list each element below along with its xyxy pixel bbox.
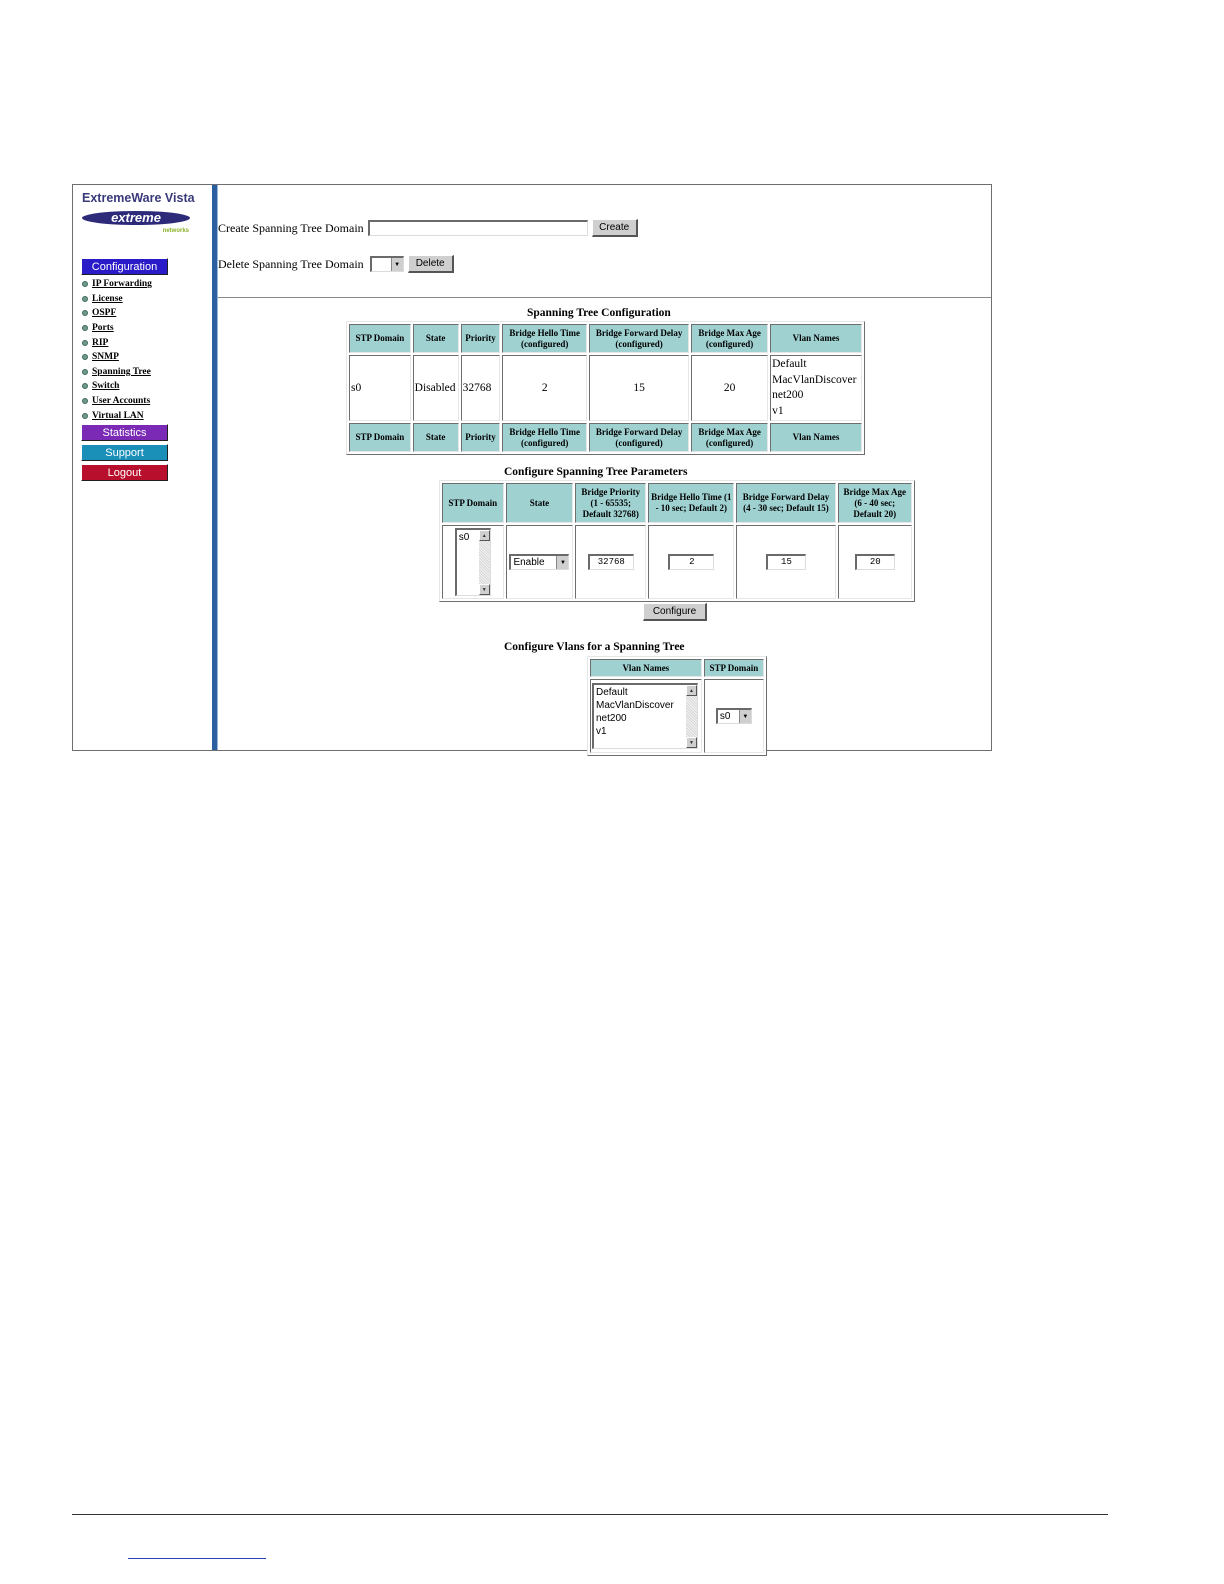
nav-item-user-accounts[interactable] <box>82 394 152 409</box>
col-footer <box>502 423 587 452</box>
header-line: Bridge Hello Time (configured) <box>509 327 581 349</box>
scroll-down-icon[interactable]: ▼ <box>479 584 490 595</box>
nav-item-ports[interactable] <box>82 321 152 336</box>
list-item[interactable]: MacVlanDiscover <box>596 700 674 711</box>
configuration-button[interactable]: Configuration <box>81 258 168 275</box>
bullet-icon <box>82 383 88 389</box>
col-header <box>502 324 587 353</box>
stp-config-title: Spanning Tree Configuration <box>527 307 671 319</box>
scroll-down-icon[interactable]: ▼ <box>686 737 697 748</box>
cell-maxage <box>838 525 912 599</box>
nav-link[interactable]: OSPF <box>92 308 117 319</box>
cell-state <box>506 525 574 599</box>
col-footer: STP Domain <box>349 423 411 452</box>
state-selected: Enable <box>513 557 545 568</box>
footer-link-underline <box>128 1558 266 1559</box>
bullet-icon <box>82 413 88 419</box>
scroll-up-icon[interactable]: ▲ <box>479 530 490 541</box>
header-line: Bridge Max Age (configured) <box>698 426 761 448</box>
state-select[interactable] <box>509 554 569 570</box>
col-header: STP Domain <box>442 483 504 523</box>
cell-domain-list <box>442 525 504 599</box>
nav-link[interactable]: IP Forwarding <box>92 279 152 290</box>
col-header <box>838 483 912 523</box>
nav-item-ip-forwarding[interactable] <box>82 277 152 292</box>
table-header-row <box>349 324 862 353</box>
cell-domain-select <box>704 679 764 753</box>
extreme-networks-logo <box>81 207 199 235</box>
vlan-name: MacVlanDiscover <box>772 373 857 386</box>
priority-input[interactable]: 32768 <box>588 554 634 570</box>
header-line: Bridge Forward Delay (configured) <box>595 426 683 448</box>
bullet-icon <box>82 398 88 404</box>
stp-domain-listbox[interactable] <box>455 528 491 596</box>
cell-vlans <box>770 355 862 421</box>
bullet-icon <box>82 296 88 302</box>
table-row <box>349 355 862 421</box>
main-content <box>218 185 991 750</box>
vlan-names-listbox[interactable] <box>592 683 698 749</box>
vlan-name: net200 <box>772 389 804 401</box>
header-line: Bridge Forward Delay (4 - 30 sec; Default 15) <box>742 492 830 513</box>
table-header-row <box>442 483 912 523</box>
nav-link[interactable]: Switch <box>92 381 120 392</box>
nav-link[interactable]: License <box>92 293 123 304</box>
col-header: STP Domain <box>349 324 411 353</box>
nav-item-switch[interactable] <box>82 379 152 394</box>
bullet-icon <box>82 369 88 375</box>
col-footer: State <box>413 423 459 452</box>
vlan-name: Default <box>772 358 807 370</box>
header-line: Bridge Forward Delay (configured) <box>595 327 683 349</box>
create-domain-row <box>218 219 638 237</box>
cell-priority: 32768 <box>461 355 501 421</box>
forward-delay-input[interactable]: 15 <box>766 554 806 570</box>
bullet-icon <box>82 325 88 331</box>
nav-item-snmp[interactable] <box>82 350 152 365</box>
logo-text: extreme <box>111 210 161 225</box>
col-header <box>589 324 689 353</box>
params-table <box>439 480 915 602</box>
support-button[interactable]: Support <box>81 444 168 461</box>
nav-link[interactable]: Virtual LAN <box>92 410 144 421</box>
nav-link[interactable]: SNMP <box>92 352 119 363</box>
cell-domain: s0 <box>349 355 411 421</box>
cell-forward: 15 <box>589 355 689 421</box>
divider <box>218 297 991 298</box>
delete-domain-row <box>218 255 454 273</box>
col-header <box>736 483 835 523</box>
delete-domain-label: Delete Spanning Tree Domain <box>218 256 364 271</box>
nav-item-rip[interactable] <box>82 335 152 350</box>
vlan-name: v1 <box>772 404 784 417</box>
list-item[interactable]: Default <box>596 687 628 698</box>
footer-rule <box>72 1514 1108 1515</box>
col-header: State <box>506 483 574 523</box>
vlan-domain-select[interactable] <box>716 708 752 724</box>
delete-button[interactable]: Delete <box>408 255 454 273</box>
max-age-input[interactable]: 20 <box>855 554 895 570</box>
nav-link[interactable]: RIP <box>92 337 109 348</box>
header-line: Bridge Max Age (configured) <box>698 327 761 349</box>
delete-domain-selected <box>372 258 391 271</box>
table-footer-row <box>349 423 862 452</box>
col-header: STP Domain <box>704 659 764 677</box>
col-footer: Priority <box>461 423 501 452</box>
col-header: Vlan Names <box>770 324 862 353</box>
nav-link[interactable]: User Accounts <box>92 396 151 407</box>
hello-time-input[interactable]: 2 <box>668 554 714 570</box>
bullet-icon <box>82 281 88 287</box>
nav-link[interactable]: Spanning Tree <box>92 366 151 377</box>
col-footer: Vlan Names <box>770 423 862 452</box>
header-line: Bridge Hello Time (1 - 10 sec; Default 2) <box>651 492 732 513</box>
table-row <box>590 679 764 753</box>
col-header: Vlan Names <box>590 659 702 677</box>
config-nav-list <box>82 277 152 423</box>
cell-priority <box>575 525 646 599</box>
create-domain-label: Create Spanning Tree Domain <box>218 220 364 235</box>
table-header-row <box>590 659 764 677</box>
logo-subtext: networks <box>162 228 189 234</box>
list-item[interactable]: s0 <box>458 532 470 543</box>
bullet-icon <box>82 340 88 346</box>
nav-link[interactable]: Ports <box>92 323 114 334</box>
list-item[interactable]: net200 <box>596 713 627 724</box>
cell-state: Disabled <box>413 355 459 421</box>
scroll-up-icon[interactable]: ▲ <box>686 685 697 696</box>
create-button[interactable]: Create <box>592 219 638 237</box>
nav-item-virtual-lan[interactable] <box>82 408 152 423</box>
params-title: Configure Spanning Tree Parameters <box>504 466 688 478</box>
header-line: Bridge Max Age (6 - 40 sec; Default 20) <box>843 486 907 519</box>
logout-button[interactable]: Logout <box>81 464 168 481</box>
col-header: Priority <box>461 324 501 353</box>
nav-item-license[interactable] <box>82 292 152 307</box>
product-title: ExtremeWare Vista <box>82 191 195 205</box>
dropdown-arrow-icon: ▼ <box>391 258 403 271</box>
bullet-icon <box>82 310 88 316</box>
list-item[interactable]: v1 <box>596 726 607 737</box>
bullet-icon <box>82 354 88 360</box>
col-header <box>691 324 768 353</box>
cell-hello: 2 <box>502 355 587 421</box>
col-footer <box>589 423 689 452</box>
statistics-button[interactable]: Statistics <box>81 424 168 441</box>
configure-button[interactable]: Configure <box>643 603 707 621</box>
col-header <box>575 483 646 523</box>
cell-vlan-list <box>590 679 702 753</box>
table-row <box>442 525 912 599</box>
create-domain-input[interactable] <box>368 220 588 236</box>
col-footer <box>691 423 768 452</box>
scrollbar[interactable] <box>686 685 697 748</box>
dropdown-arrow-icon: ▼ <box>556 556 568 569</box>
cell-hello <box>648 525 734 599</box>
nav-item-ospf[interactable] <box>82 306 152 321</box>
sidebar <box>73 185 217 750</box>
stp-config-table <box>346 321 865 455</box>
scrollbar[interactable] <box>479 530 490 595</box>
browser-frame <box>72 184 992 751</box>
nav-item-spanning-tree[interactable] <box>82 365 152 380</box>
col-header: State <box>413 324 459 353</box>
cell-forward <box>736 525 835 599</box>
header-line: Bridge Priority (1 - 65535; Default 32768) <box>581 486 641 519</box>
header-line: Bridge Hello Time (configured) <box>509 426 581 448</box>
vlan-domain-selected: s0 <box>719 711 731 722</box>
cell-maxage: 20 <box>691 355 768 421</box>
delete-domain-select[interactable] <box>370 256 404 272</box>
col-header <box>648 483 734 523</box>
vlans-config-title: Configure Vlans for a Spanning Tree <box>504 641 685 653</box>
dropdown-arrow-icon: ▼ <box>739 710 751 723</box>
vlans-config-table <box>587 656 767 756</box>
